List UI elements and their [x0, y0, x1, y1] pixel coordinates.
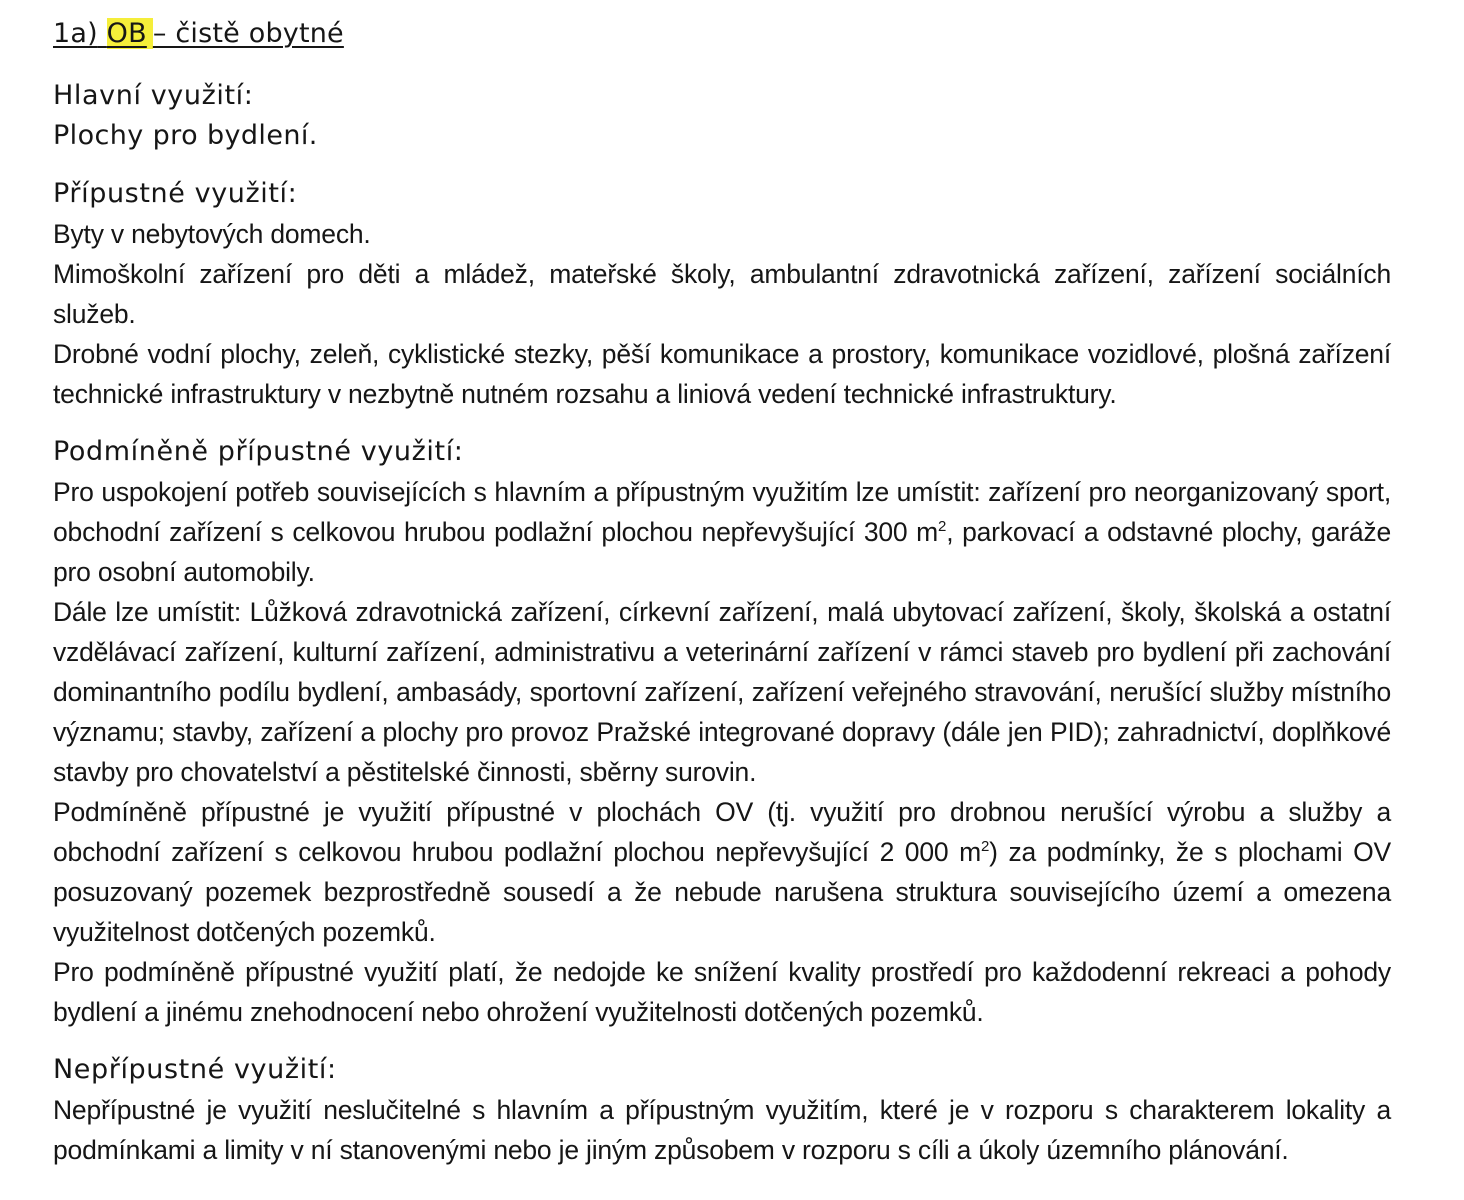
paragraph-conditional-1 — [53, 472, 1391, 592]
heading-permitted-use: Přípustné využití: — [53, 178, 298, 209]
paragraph-conditional-3 — [53, 792, 1391, 952]
section-conditional-use — [53, 432, 1391, 1032]
heading-conditional-use: Podmíněně přípustné využití: — [53, 436, 464, 467]
section-prohibited-use — [53, 1050, 1391, 1170]
paragraph-conditional-1-tail: , parkovací a odstavné plochy, garáže pro osobní automobily. — [53, 517, 1391, 587]
paragraph-conditional-1-text: Pro uspokojení potřeb souvisejících s hlavním a přípustným využitím lze umístit: zařízení pro neorganizovaný sport, obchodní zařízení s celkovou hrubou podlažní plochou nepřevyšující 300 m — [53, 477, 1391, 547]
superscript: 2 — [938, 518, 947, 535]
paragraph-conditional-2: Dále lze umístit: Lůžková zdravotnická zařízení, církevní zařízení, malá ubytovací zařízení, školy, školská a ostatní vzdělávací zařízení, kulturní zařízení, administrativu a veterinární zařízení v rámci staveb pro bydlení při zachování dominantního podílu bydlení, ambasády, sportovní zařízení, zařízení veřejného stravování, nerušící služby místního významu; stavby, zařízení a plochy pro provoz Pražské integrované dopravy (dále jen PID); zahradnictví, doplňkové stavby pro chovatelství a pěstitelské činnosti, sběrny surovin. — [53, 597, 1391, 787]
section-permitted-use — [53, 174, 1391, 414]
document-page — [53, 14, 1391, 1188]
zone-name: – čistě obytné — [152, 18, 344, 49]
paragraph-conditional-3-tail: ) za podmínky, že s plochami OV posuzovaný pozemek bezprostředně sousedí a že nebude narušena struktura souvisejícího území a omezena využitelnost dotčených pozemků. — [53, 837, 1391, 947]
zone-title — [53, 14, 1391, 54]
section-main-use — [53, 76, 1391, 156]
paragraph-permitted-2: Mimoškolní zařízení pro děti a mládež, mateřské školy, ambulantní zdravotnická zařízení, zařízení sociálních služeb. — [53, 259, 1391, 329]
paragraph-prohibited-1: Nepřípustné je využití neslučitelné s hlavním a přípustným využitím, které je v rozporu s charakterem lokality a podmínkami a limity v ní stanovenými nebo je jiným způsobem v rozporu s cíli a úkoly územního plánování. — [53, 1095, 1391, 1165]
paragraph-permitted-3: Drobné vodní plochy, zeleň, cyklistické stezky, pěší komunikace a prostory, komunikace vozidlové, plošná zařízení technické infrastruktury v nezbytně nutném rozsahu a liniová vedení technické infrastruktury. — [53, 339, 1391, 409]
heading-prohibited-use: Nepřípustné využití: — [53, 1054, 337, 1085]
zone-code-highlight: OB — [107, 18, 153, 49]
heading-main-use: Hlavní využití: — [53, 80, 254, 111]
paragraph-conditional-4: Pro podmíněně přípustné využití platí, že nedojde ke snížení kvality prostředí pro každodenní rekreaci a pohody bydlení a jinému znehodnocení nebo ohrožení využitelnosti dotčených pozemků. — [53, 957, 1391, 1027]
zone-number: 1a) — [53, 18, 98, 49]
paragraph-main-use: Plochy pro bydlení. — [53, 120, 318, 151]
superscript: 2 — [980, 838, 990, 855]
paragraph-permitted-1: Byty v nebytových domech. — [53, 219, 371, 249]
paragraph-conditional-3-text: Podmíněně přípustné je využití přípustné v plochách OV (tj. využití pro drobnou nerušící výrobu a služby a obchodní zařízení s celkovou hrubou podlažní plochou nepřevyšující 2 000 m — [53, 797, 1391, 867]
